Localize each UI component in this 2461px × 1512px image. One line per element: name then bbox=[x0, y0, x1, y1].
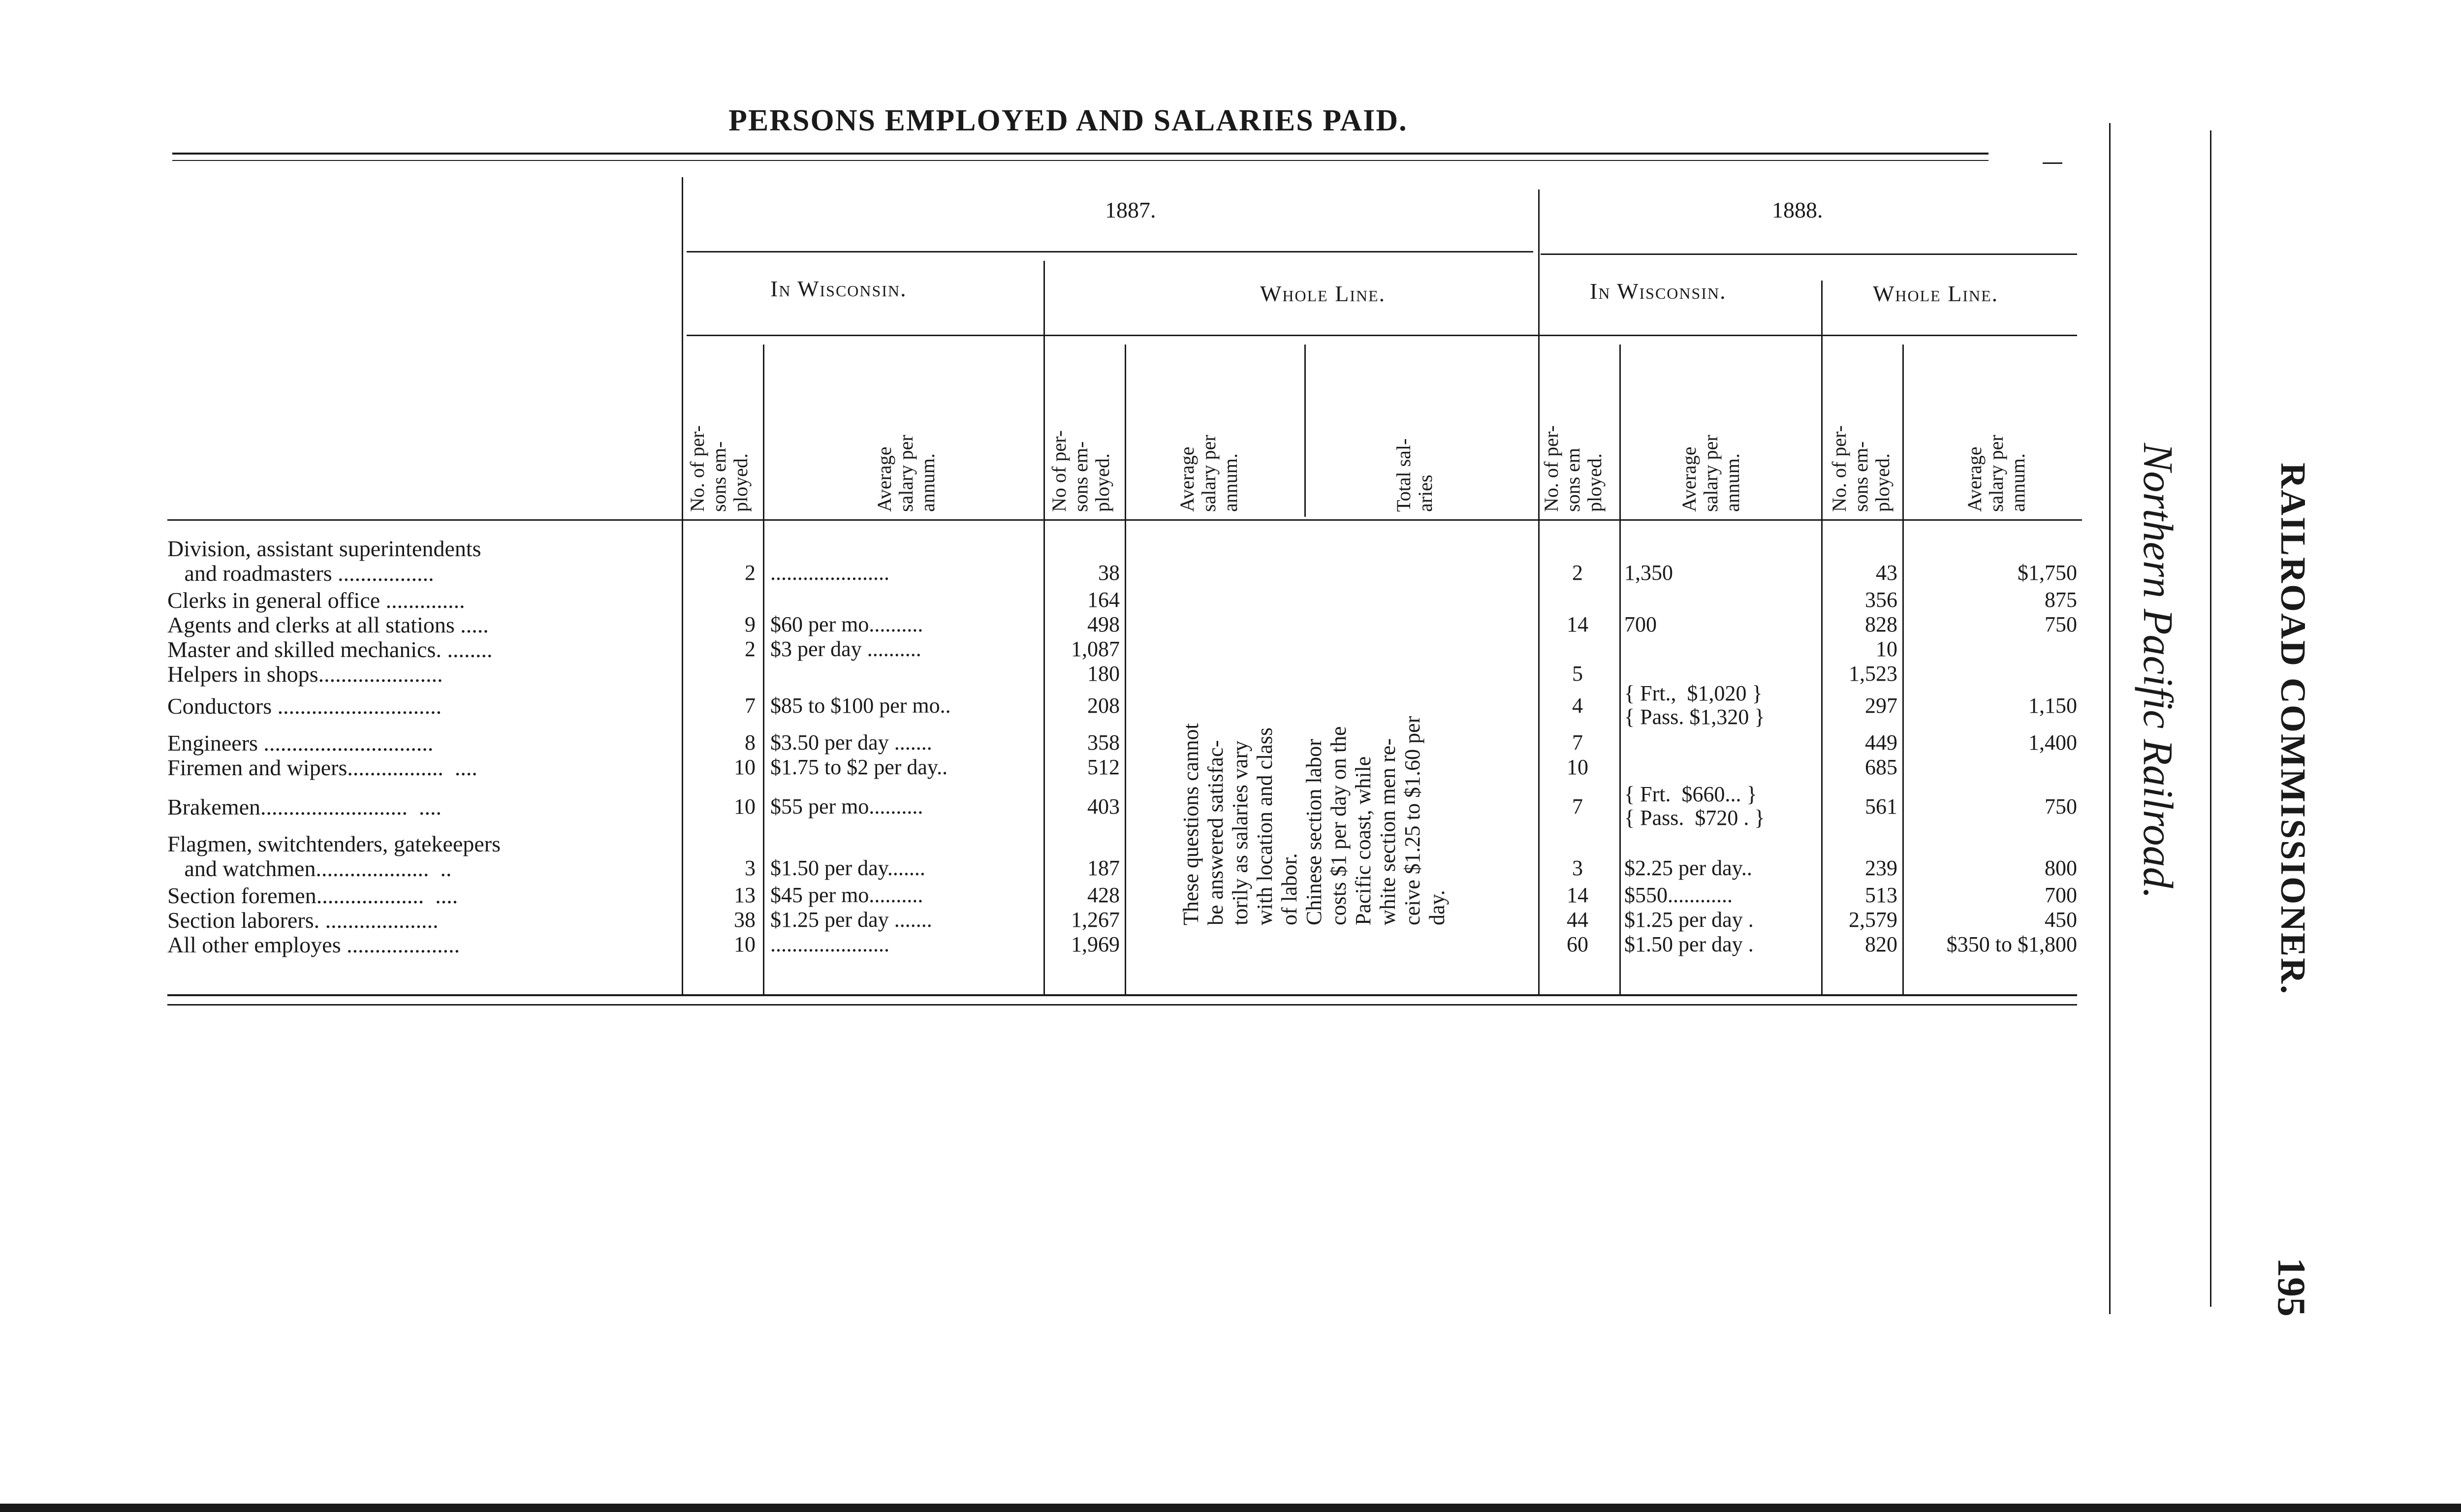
row-label: Firemen and wipers................. .... bbox=[167, 755, 477, 780]
table-cell-wi88-n: 7 bbox=[1572, 794, 1583, 819]
col-header-1888-wl-salary: Average salary per annum. bbox=[1963, 435, 2029, 512]
table-cell-wl87-n: 180 bbox=[1087, 662, 1120, 686]
table-cell-wi88-n: 60 bbox=[1567, 932, 1588, 956]
table-cell-wi88-s: 1,350 bbox=[1624, 561, 1673, 585]
table-cell-wi87-s: $1.25 per day ....... bbox=[770, 908, 932, 932]
table-cell-wi88-n: 7 bbox=[1572, 730, 1583, 755]
table-cell-wi88-n: 14 bbox=[1567, 883, 1588, 907]
header-1888-in-wisconsin: In Wisconsin. bbox=[1590, 279, 1727, 304]
table-cell-wi88-s: $1.25 per day . bbox=[1624, 908, 1754, 932]
table-cell-wi87-s: ...................... bbox=[770, 932, 889, 956]
table-cell-wl87-n: 498 bbox=[1087, 612, 1120, 636]
table-cell-wi87-n: 9 bbox=[745, 612, 756, 636]
table-cell-wl88-s: 700 bbox=[2045, 883, 2077, 907]
table-cell-wl88-n: 449 bbox=[1865, 730, 1897, 755]
table-cell-wi88-n: 4 bbox=[1572, 693, 1583, 718]
table-cell-wl88-n: 820 bbox=[1865, 932, 1897, 956]
table-cell-wl88-n: 685 bbox=[1865, 755, 1897, 779]
row-label: Flagmen, switchtenders, gatekeepers and watchmen.................... .. bbox=[167, 831, 501, 881]
table-cell-wl88-n: 297 bbox=[1865, 693, 1897, 718]
table-cell-wi88-n: 44 bbox=[1567, 908, 1588, 932]
row-label: Section laborers. .................... bbox=[167, 908, 439, 933]
table-cell-wl87-n: 38 bbox=[1098, 561, 1120, 585]
vline-far-right bbox=[2210, 130, 2211, 1307]
vline-1887-wl bbox=[1125, 345, 1126, 994]
table-cell-wi88-n: 3 bbox=[1572, 856, 1583, 880]
side-title-railroad: Northern Pacific Railroad. bbox=[2135, 443, 2182, 899]
rule-under-years bbox=[687, 251, 1533, 252]
top-rule-1 bbox=[172, 153, 1988, 155]
header-1888-whole-line: Whole Line. bbox=[1873, 281, 1999, 306]
table-cell-wi87-n: 10 bbox=[734, 932, 756, 956]
rule-under-years-88 bbox=[1541, 253, 2077, 255]
table-cell-wi87-s: $55 per mo.......... bbox=[770, 794, 923, 819]
table-cell-wi87-n: 2 bbox=[745, 561, 756, 585]
vline-year-split bbox=[1538, 189, 1540, 994]
table-cell-wl87-n: 1,087 bbox=[1071, 637, 1120, 661]
table-cell-wl88-s: 1,400 bbox=[2028, 730, 2077, 755]
table-cell-wi88-s: $1.50 per day . bbox=[1624, 932, 1754, 956]
table-cell-wl87-n: 187 bbox=[1087, 856, 1120, 880]
table-cell-wi87-s: $1.50 per day....... bbox=[770, 856, 925, 880]
header-1887-whole-line: Whole Line. bbox=[1260, 281, 1386, 306]
col-header-1888-wi-persons: No. of per- sons em ployed. bbox=[1540, 425, 1606, 512]
rule-under-groups bbox=[687, 335, 2077, 336]
bottom-rule-1 bbox=[167, 994, 2077, 996]
table-cell-wi87-s: $3 per day .......... bbox=[770, 637, 921, 661]
table-cell-wl87-n: 358 bbox=[1087, 730, 1120, 755]
table-cell-wi87-s: ...................... bbox=[770, 561, 889, 585]
table-cell-wi87-s: $60 per mo.......... bbox=[770, 612, 923, 636]
table-cell-wi87-n: 10 bbox=[734, 794, 756, 819]
vline-right-margin bbox=[2109, 123, 2111, 1314]
header-1887-in-wisconsin: In Wisconsin. bbox=[770, 276, 907, 301]
table-cell-wi88-n: 10 bbox=[1567, 755, 1588, 779]
table-cell-wi88-n: 14 bbox=[1567, 612, 1588, 636]
table-cell-wi88-s: 700 bbox=[1624, 612, 1657, 636]
table-cell-wi87-s: $45 per mo.......... bbox=[770, 883, 923, 907]
table-cell-wi87-s: $3.50 per day ....... bbox=[770, 730, 932, 755]
table-cell-wl88-n: 561 bbox=[1865, 794, 1897, 819]
row-label: All other employes .................... bbox=[167, 932, 460, 957]
table-cell-wi88-s: { Frt., $1,020 } { Pass. $1,320 } bbox=[1624, 681, 1765, 729]
page-bottom-band bbox=[0, 1504, 2461, 1512]
table-cell-wl88-s: 450 bbox=[2045, 908, 2077, 932]
table-cell-wi88-s: { Frt. $660... } { Pass. $720 . } bbox=[1624, 782, 1765, 830]
table-cell-wi87-n: 10 bbox=[734, 755, 756, 779]
table-cell-wi88-n: 5 bbox=[1572, 662, 1583, 686]
row-label: Division, assistant superintendents and roadmasters ................. bbox=[167, 536, 481, 586]
table-cell-wl88-s: $350 to $1,800 bbox=[1946, 932, 2077, 956]
row-label: Engineers .............................. bbox=[167, 730, 434, 756]
table-cell-wl88-n: 828 bbox=[1865, 612, 1897, 636]
table-cell-wi87-n: 2 bbox=[745, 637, 756, 661]
table-cell-wl88-s: 1,150 bbox=[2028, 693, 2077, 718]
bottom-rule-2 bbox=[167, 1004, 2077, 1006]
vline-1887-wi bbox=[763, 345, 764, 994]
table-cell-wl87-n: 1,969 bbox=[1071, 932, 1120, 956]
table-cell-wi87-n: 7 bbox=[745, 693, 756, 718]
vline-1887-note bbox=[1304, 345, 1306, 517]
table-cell-wi87-s: $1.75 to $2 per day.. bbox=[770, 755, 948, 779]
table-cell-wl88-n: 356 bbox=[1865, 588, 1897, 612]
table-cell-wl87-n: 208 bbox=[1087, 693, 1120, 718]
table-cell-wl88-s: 875 bbox=[2045, 588, 2077, 612]
row-label: Conductors ............................. bbox=[167, 693, 442, 719]
table-cell-wi87-n: 8 bbox=[745, 730, 756, 755]
col-header-1887-wi-persons: No. of per- sons em- ployed. bbox=[686, 425, 752, 512]
row-label: Helpers in shops...................... bbox=[167, 662, 443, 687]
col-header-1888-wl-persons: No. of per- sons em- ployed. bbox=[1828, 425, 1893, 512]
page-number: 195 bbox=[2270, 1258, 2313, 1317]
col-header-1887-wi-salary: Average salary per annum. bbox=[873, 435, 939, 512]
table-cell-wi87-n: 13 bbox=[734, 883, 756, 907]
table-cell-wl87-n: 403 bbox=[1087, 794, 1120, 819]
table-cell-wl88-n: 10 bbox=[1876, 637, 1897, 661]
table-cell-wl87-n: 428 bbox=[1087, 883, 1120, 907]
year-1888: 1888. bbox=[1772, 197, 1823, 222]
table-cell-wi87-n: 38 bbox=[734, 908, 756, 932]
table-cell-wi87-s: $85 to $100 per mo.. bbox=[770, 693, 951, 718]
table-cell-wl87-n: 512 bbox=[1087, 755, 1120, 779]
col-header-1887-wl-persons: No of per- sons em- ployed. bbox=[1048, 430, 1113, 512]
row-label: Clerks in general office .............. bbox=[167, 588, 465, 613]
year-1887: 1887. bbox=[1105, 197, 1156, 222]
table-cell-wl88-n: 1,523 bbox=[1849, 662, 1897, 686]
row-label: Section foremen................... .... bbox=[167, 883, 458, 908]
vline-1888-wl bbox=[1902, 345, 1904, 994]
table-cell-wl88-n: 513 bbox=[1865, 883, 1897, 907]
table-cell-wi87-n: 3 bbox=[745, 856, 756, 880]
table-cell-wl88-s: 800 bbox=[2045, 856, 2077, 880]
vline-1888-split bbox=[1821, 281, 1823, 994]
col-header-1888-wi-salary: Average salary per annum. bbox=[1678, 435, 1743, 512]
vline-label-col bbox=[682, 177, 683, 994]
vline-1888-wi bbox=[1619, 345, 1621, 994]
table-cell-wl87-n: 164 bbox=[1087, 588, 1120, 612]
note-1887-whole-line: These questions cannot be answered satisfac- torily as salaries vary with location and class of labor. Chinese section labor costs $1 per day on the Pacific coast, while white section men re- ceive $1.25 to $1.60 per day. bbox=[1179, 716, 1449, 925]
table-cell-wl88-n: 2,579 bbox=[1849, 908, 1897, 932]
vline-1887-split bbox=[1043, 261, 1045, 994]
table-cell-wi88-s: $2.25 per day.. bbox=[1624, 856, 1752, 880]
table-cell-wl88-s: 750 bbox=[2045, 794, 2077, 819]
table-cell-wl88-n: 43 bbox=[1876, 561, 1897, 585]
table-cell-wl88-s: 750 bbox=[2045, 612, 2077, 636]
top-rule-tick bbox=[2043, 162, 2062, 164]
row-label: Master and skilled mechanics. ........ bbox=[167, 637, 493, 662]
col-header-1887-wl-salary: Average salary per annum. bbox=[1176, 435, 1241, 512]
page-title: PERSONS EMPLOYED AND SALARIES PAID. bbox=[728, 104, 1408, 137]
row-label: Agents and clerks at all stations ..... bbox=[167, 612, 489, 637]
table-cell-wl87-n: 1,267 bbox=[1071, 908, 1120, 932]
table-cell-wi88-n: 2 bbox=[1572, 561, 1583, 585]
table-cell-wi88-s: $550............ bbox=[1624, 883, 1733, 907]
table-cell-wl88-s: $1,750 bbox=[2018, 561, 2077, 585]
col-header-1887-wl-total: Total sal- aries bbox=[1392, 438, 1436, 512]
top-rule-2 bbox=[172, 160, 1988, 161]
table-cell-wl88-n: 239 bbox=[1865, 856, 1897, 880]
row-label: Brakemen.......................... .... bbox=[167, 794, 442, 819]
side-title-commissioner: RAILROAD COMMISSIONER. bbox=[2273, 463, 2313, 996]
